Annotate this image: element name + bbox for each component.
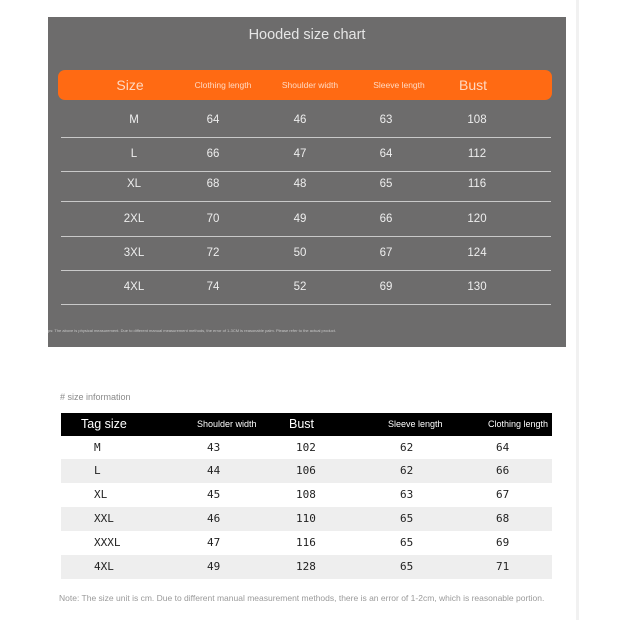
cell-shoulder-width: 46 (207, 512, 221, 525)
row-bust: 120 (467, 213, 487, 225)
cell-tag-size: XXXL (94, 536, 121, 549)
cell-bust: 106 (296, 464, 316, 477)
row-bust: 108 (467, 114, 487, 126)
row-shoulder-width: 46 (293, 114, 307, 126)
cell-clothing-length: 64 (496, 441, 510, 454)
cell-sleeve-length: 62 (400, 464, 414, 477)
cell-clothing-length: 66 (496, 464, 510, 477)
cell-tag-size: XL (94, 488, 108, 501)
row-size: 3XL (123, 247, 145, 259)
row-bust: 116 (467, 178, 487, 190)
header-sleeve-length: Sleeve length (373, 80, 425, 90)
row-bust: 112 (467, 148, 487, 160)
row-sleeve-length: 67 (379, 247, 393, 259)
size-note: Note: The size unit is cm. Due to different manual measurement methods, there is an error of 1-2cm, which is reasonable portion. (59, 593, 545, 603)
header-size: Size (116, 77, 144, 93)
row-bust: 130 (467, 281, 487, 293)
header-tag-size: Tag size (81, 417, 127, 431)
cell-tag-size: XXL (94, 512, 114, 525)
cell-shoulder-width: 43 (207, 441, 221, 454)
cell-clothing-length: 68 (496, 512, 510, 525)
cell-sleeve-length: 62 (400, 441, 414, 454)
cell-clothing-length: 71 (496, 560, 510, 573)
row-size: 4XL (123, 281, 145, 293)
size-table-header (61, 413, 552, 436)
chart-row (61, 270, 551, 305)
cell-sleeve-length: 65 (400, 512, 414, 525)
row-shoulder-width: 52 (293, 281, 307, 293)
panel-title: Hooded size chart (248, 27, 366, 43)
cell-sleeve-length: 65 (400, 536, 414, 549)
cell-tag-size: 4XL (94, 560, 114, 573)
chart-row (61, 167, 551, 202)
row-sleeve-length: 64 (379, 148, 393, 160)
row-size: XL (126, 178, 142, 190)
chart-row (61, 236, 551, 271)
row-shoulder-width: 48 (293, 178, 307, 190)
cell-shoulder-width: 45 (207, 488, 221, 501)
row-clothing-length: 64 (206, 114, 220, 126)
row-size: 2XL (123, 213, 145, 225)
row-clothing-length: 68 (206, 178, 220, 190)
table-row (61, 507, 552, 531)
panel-measurement-note: ps: The above is physical measurement. Due to different manual measurement methods, the error of 1-3CM is reasonable palm. Please refer to the actual product. (48, 328, 336, 333)
cell-tag-size: L (94, 464, 101, 477)
row-shoulder-width: 50 (293, 247, 307, 259)
row-clothing-length: 70 (206, 213, 220, 225)
header-shoulder-width: Shoulder width (197, 419, 257, 429)
page-edge-line (576, 0, 579, 620)
header-shoulder-width: Shoulder width (281, 80, 339, 90)
header-bust: Bust (458, 77, 488, 93)
row-sleeve-length: 66 (379, 213, 393, 225)
chart-header-bar (58, 70, 552, 100)
cell-bust: 102 (296, 441, 316, 454)
cell-bust: 108 (296, 488, 316, 501)
hooded-size-chart-panel (48, 17, 566, 347)
cell-shoulder-width: 44 (207, 464, 221, 477)
row-sleeve-length: 63 (379, 114, 393, 126)
table-row (61, 483, 552, 507)
row-shoulder-width: 47 (293, 148, 307, 160)
cell-bust: 110 (296, 512, 316, 525)
row-clothing-length: 74 (206, 281, 220, 293)
size-information-label: # size information (60, 392, 131, 402)
header-bust: Bust (289, 417, 315, 431)
header-clothing-length: Clothing length (488, 419, 549, 429)
chart-row (61, 202, 551, 237)
cell-tag-size: M (94, 441, 101, 454)
cell-shoulder-width: 47 (207, 536, 221, 549)
row-size: L (130, 148, 138, 160)
header-clothing-length: Clothing length (194, 80, 252, 90)
row-clothing-length: 66 (206, 148, 220, 160)
cell-bust: 128 (296, 560, 316, 573)
cell-bust: 116 (296, 536, 316, 549)
row-shoulder-width: 49 (293, 213, 307, 225)
table-row (61, 459, 552, 483)
row-clothing-length: 72 (206, 247, 220, 259)
table-row (61, 555, 552, 579)
cell-clothing-length: 67 (496, 488, 510, 501)
row-sleeve-length: 69 (379, 281, 393, 293)
cell-shoulder-width: 49 (207, 560, 221, 573)
header-sleeve-length: Sleeve length (388, 419, 443, 429)
row-bust: 124 (467, 247, 487, 259)
cell-sleeve-length: 63 (400, 488, 414, 501)
chart-row (61, 103, 551, 138)
row-sleeve-length: 65 (379, 178, 393, 190)
cell-clothing-length: 69 (496, 536, 510, 549)
row-size: M (129, 114, 139, 126)
cell-sleeve-length: 65 (400, 560, 414, 573)
table-row (61, 436, 552, 460)
table-row (61, 531, 552, 555)
